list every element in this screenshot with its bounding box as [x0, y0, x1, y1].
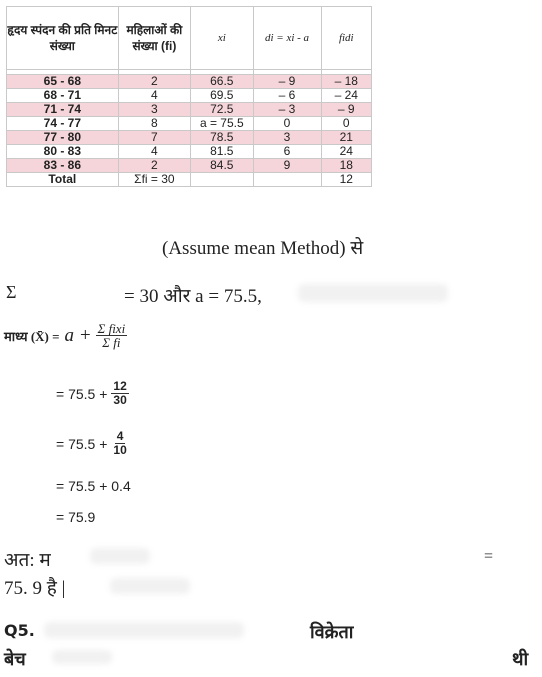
- frequency-table: [6, 6, 372, 187]
- redacted-area: [44, 622, 244, 638]
- header-class: हृदय स्पंदन की प्रति मिनट संख्या: [7, 7, 119, 70]
- table-row: 68 - 71 4 69.5 – 6 – 24: [7, 89, 372, 103]
- step-2: = 75.5 + $\frac{4}{10}$: [56, 429, 127, 457]
- q5-line2-start: बेच: [4, 649, 26, 670]
- redacted-area: [52, 650, 112, 664]
- table-total-row: Total Σfi = 30 12: [7, 173, 372, 187]
- table-row: 71 - 74 3 72.5 – 3 – 9: [7, 103, 372, 117]
- method-line: (Assume mean Method) से: [162, 238, 364, 259]
- table-row: 77 - 80 7 78.5 3 21: [7, 131, 372, 145]
- sum-line: = 30 और a = 75.5,: [124, 286, 262, 307]
- mean-denominator: Σ fi: [102, 335, 121, 350]
- table-row: 83 - 86 2 84.5 9 18: [7, 159, 372, 173]
- table-row: 65 - 68 2 66.5 – 9 – 18: [7, 75, 372, 89]
- header-fd: fidi: [321, 7, 371, 70]
- step-3: = 75.5 + 0.4: [56, 478, 131, 494]
- q5-word: विक्रेता: [310, 622, 354, 643]
- mean-formula: [4, 322, 127, 349]
- header-frequency: महिलाओं की संख्या (fi): [118, 7, 190, 70]
- mean-label: माध्य (X̄) =: [4, 328, 60, 344]
- redacted-area: [90, 548, 150, 564]
- mean-a: a +: [64, 324, 92, 346]
- table-header-row: [7, 7, 372, 70]
- mean-fraction: [96, 322, 128, 349]
- redacted-area: [298, 284, 448, 302]
- redacted-area: [110, 578, 190, 594]
- header-x: xi: [191, 7, 253, 70]
- header-d: di = xi - a: [253, 7, 321, 70]
- mean-numerator: Σ fixi: [97, 321, 126, 336]
- conclusion-equals: =: [484, 548, 494, 565]
- question-number: Q5.: [4, 621, 35, 640]
- sigma-symbol: Σ: [6, 282, 17, 302]
- conclusion-value: 75. 9 है |: [4, 578, 66, 599]
- step-4: = 75.9: [56, 509, 96, 525]
- conclusion-start: अत: म: [4, 550, 51, 571]
- table-row: 80 - 83 4 81.5 6 24: [7, 145, 372, 159]
- step-1: = 75.5 + $\frac{12}{30}$: [56, 379, 127, 407]
- table-row: 74 - 77 8 a = 75.5 0 0: [7, 117, 372, 131]
- q5-line2-end: थी: [512, 649, 529, 670]
